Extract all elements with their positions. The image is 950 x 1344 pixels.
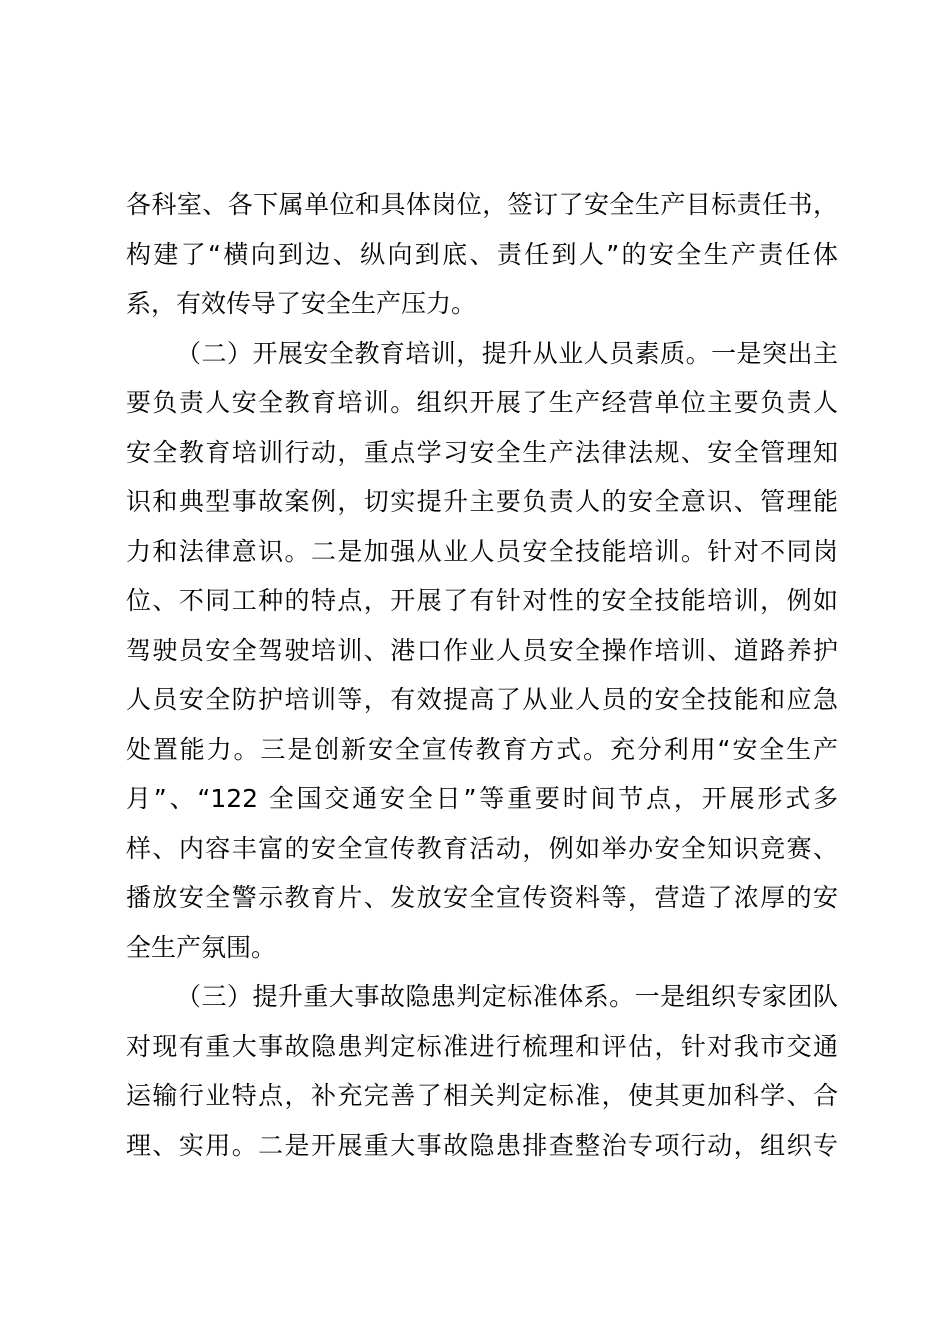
text-line: 构建了“横向到边、纵向到底、责任到人”的安全生产责任体	[126, 239, 838, 269]
text-line: 位、不同工种的特点，开展了有针对性的安全技能培训，例如	[126, 586, 838, 615]
text-line: 处置能力。三是创新安全宣传教育方式。充分利用“安全生产	[126, 734, 838, 764]
text-line: 全生产氛围。	[126, 932, 277, 962]
text-line: 系，有效传导了安全生产压力。	[126, 289, 477, 318]
text-line: 对现有重大事故隐患判定标准进行梳理和评估，针对我市交通	[126, 1031, 838, 1061]
section-heading-line: （二）开展安全教育培训，提升从业人员素质。一是突出主	[176, 338, 838, 368]
text-line: 播放安全警示教育片、发放安全宣传资料等，营造了浓厚的安	[126, 883, 838, 912]
text-line: 要负责人安全教育培训。组织开展了生产经营单位主要负责人	[126, 388, 838, 417]
text-line: 月”、“122 全国交通安全日”等重要时间节点，开展形式多	[126, 784, 838, 813]
text-line: 理、实用。二是开展重大事故隐患排查整治专项行动，组织专	[126, 1130, 838, 1160]
text-line: 安全教育培训行动，重点学习安全生产法律法规、安全管理知	[126, 437, 838, 467]
text-line: 各科室、各下属单位和具体岗位，签订了安全生产目标责任书，	[126, 190, 838, 219]
text-line: 运输行业特点，补充完善了相关判定标准，使其更加科学、合	[126, 1081, 838, 1110]
text-line: 样、内容丰富的安全宣传教育活动，例如举办安全知识竞赛、	[126, 833, 838, 863]
text-line: 驾驶员安全驾驶培训、港口作业人员安全操作培训、道路养护	[126, 635, 838, 665]
text-line: 识和典型事故案例，切实提升主要负责人的安全意识、管理能	[126, 487, 838, 516]
section-heading-line: （三）提升重大事故隐患判定标准体系。一是组织专家团队	[176, 982, 838, 1011]
text-line: 人员安全防护培训等，有效提高了从业人员的安全技能和应急	[126, 685, 838, 714]
text-line: 力和法律意识。二是加强从业人员安全技能培训。针对不同岗	[126, 536, 838, 566]
body-text	[126, 180, 838, 1170]
